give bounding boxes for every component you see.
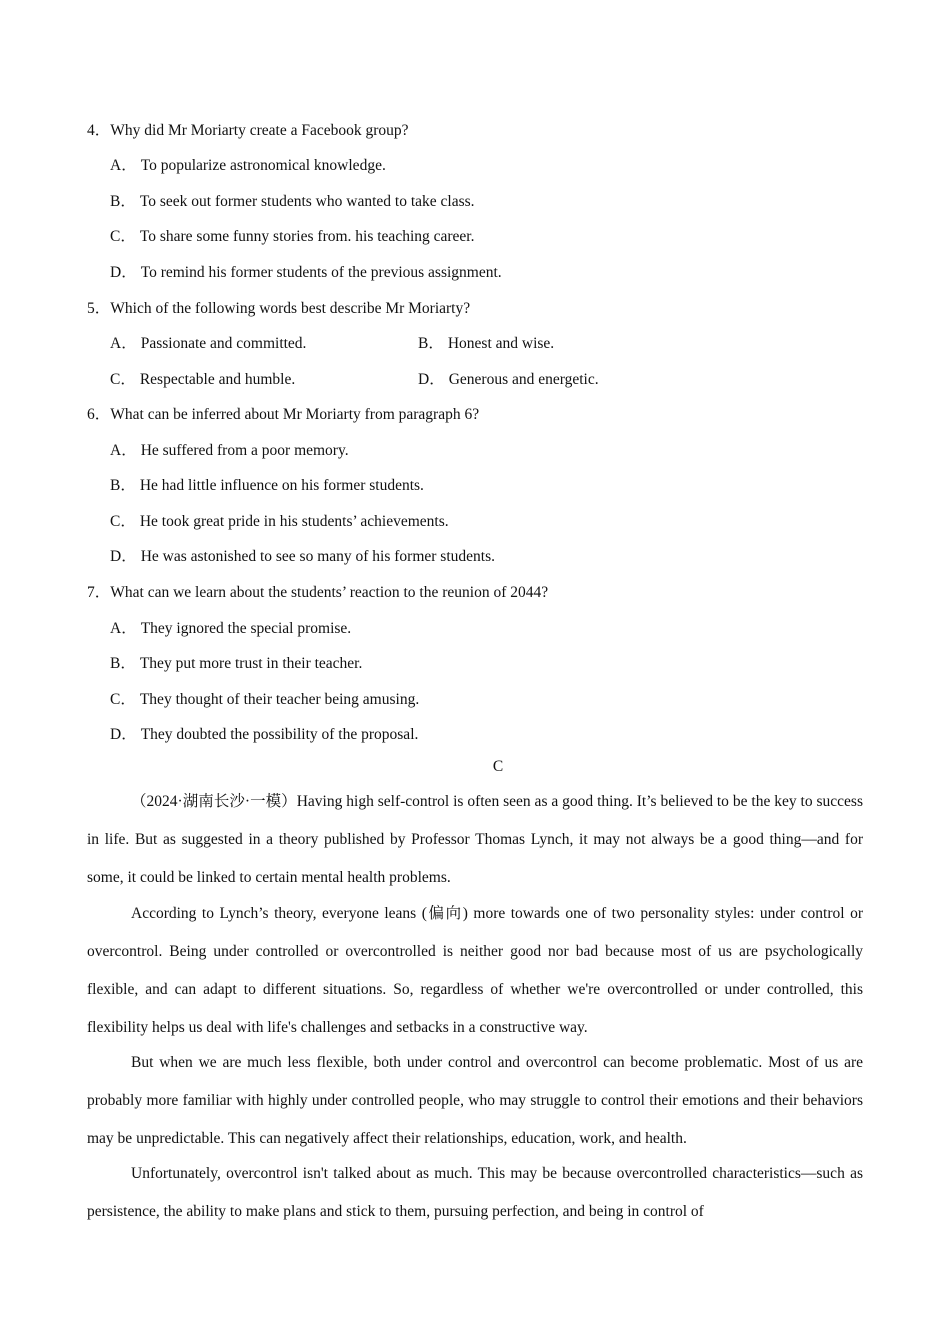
option-letter: B． <box>110 193 136 210</box>
question-number: 4． <box>87 122 111 139</box>
question-number: 7． <box>87 584 111 601</box>
option-letter: A． <box>110 442 137 459</box>
option-6b <box>110 473 424 495</box>
option-7b <box>110 651 362 673</box>
option-text: To share some funny stories from. his teaching career. <box>139 228 475 245</box>
option-letter: A． <box>110 620 137 637</box>
option-text: To seek out former students who wanted to take class. <box>139 193 475 210</box>
option-text: They doubted the possibility of the proposal. <box>140 726 419 743</box>
option-letter: A． <box>110 157 137 174</box>
option-7a <box>110 616 351 638</box>
option-5c <box>110 367 295 389</box>
option-letter: C． <box>110 513 136 530</box>
option-4d <box>110 260 502 282</box>
option-4c <box>110 224 475 246</box>
option-letter: B． <box>110 477 136 494</box>
paragraph-text: Having high self-control is often seen as a good thing. It’s believed to be the key to success in life. But as suggested in a theory published by Professor Thomas Lynch, it may not always be a good thing—and for some, it could be linked to certain mental health problems. <box>87 793 863 886</box>
option-text: Respectable and humble. <box>139 371 296 388</box>
passage-paragraph-2: According to Lynch’s theory, everyone leans (偏向) more towards one of two personality styles: under control or overcontrol. Being under controlled or overcontrolled is neither good nor bad because most of us are psychologically flexible, and can adapt to different situations. So, regardless of whether we're overcontrolled or under controlled, this flexibility helps us deal with life's challenges and setbacks in a constructive way. <box>87 905 863 1036</box>
option-letter: D． <box>418 371 445 388</box>
option-text: Honest and wise. <box>447 335 555 352</box>
question-4 <box>87 118 409 140</box>
question-7 <box>87 580 548 602</box>
option-text: To popularize astronomical knowledge. <box>140 157 386 174</box>
option-text: He took great pride in his students’ achievements. <box>139 513 449 530</box>
option-text: Generous and energetic. <box>448 371 599 388</box>
question-stem: What can be inferred about Mr Moriarty from paragraph 6? <box>110 406 480 423</box>
option-text: He was astonished to see so many of his former students. <box>140 548 495 565</box>
option-letter: A． <box>110 335 137 352</box>
option-4b <box>110 189 475 211</box>
question-stem: What can we learn about the students’ reaction to the reunion of 2044? <box>110 584 549 601</box>
option-letter: C． <box>110 371 136 388</box>
option-text: To remind his former students of the previous assignment. <box>140 264 502 281</box>
option-7d <box>110 722 418 744</box>
option-letter: C． <box>110 228 136 245</box>
question-5 <box>87 296 470 318</box>
option-letter: D． <box>110 548 137 565</box>
option-text: He suffered from a poor memory. <box>140 442 349 459</box>
section-heading: C <box>492 758 504 775</box>
option-5a <box>110 331 306 353</box>
source-tag: （2024·湖南长沙·一模） <box>131 793 297 810</box>
option-6c <box>110 509 449 531</box>
option-letter: B． <box>418 335 444 352</box>
option-letter: B． <box>110 655 136 672</box>
option-letter: D． <box>110 264 137 281</box>
question-stem: Why did Mr Moriarty create a Facebook group? <box>110 122 409 139</box>
option-5d <box>418 367 599 389</box>
passage-paragraph-4: Unfortunately, overcontrol isn't talked about as much. This may be because overcontrolled characteristics—such as persistence, the ability to make plans and stick to them, pursuing perfection, and being in control of <box>87 1165 863 1220</box>
option-text: He had little influence on his former students. <box>139 477 424 494</box>
question-stem: Which of the following words best describe Mr Moriarty? <box>110 300 471 317</box>
option-letter: D． <box>110 726 137 743</box>
option-4a <box>110 153 386 175</box>
passage-paragraph-3: But when we are much less flexible, both under control and overcontrol can become problematic. Most of us are probably more familiar with highly under controlled people, who may struggle to control their emotions and their behaviors may be unpredictable. This can negatively affect their relationships, education, work, and health. <box>87 1054 863 1147</box>
option-6a <box>110 438 349 460</box>
option-text: They put more trust in their teacher. <box>139 655 363 672</box>
question-number: 5． <box>87 300 111 317</box>
option-5b <box>418 331 554 353</box>
option-text: Passionate and committed. <box>140 335 307 352</box>
option-7c <box>110 687 419 709</box>
option-text: They thought of their teacher being amusing. <box>139 691 420 708</box>
option-text: They ignored the special promise. <box>140 620 352 637</box>
question-number: 6． <box>87 406 111 423</box>
option-6d <box>110 544 495 566</box>
option-letter: C． <box>110 691 136 708</box>
question-6 <box>87 402 479 424</box>
passage-paragraph-1 <box>87 783 863 897</box>
